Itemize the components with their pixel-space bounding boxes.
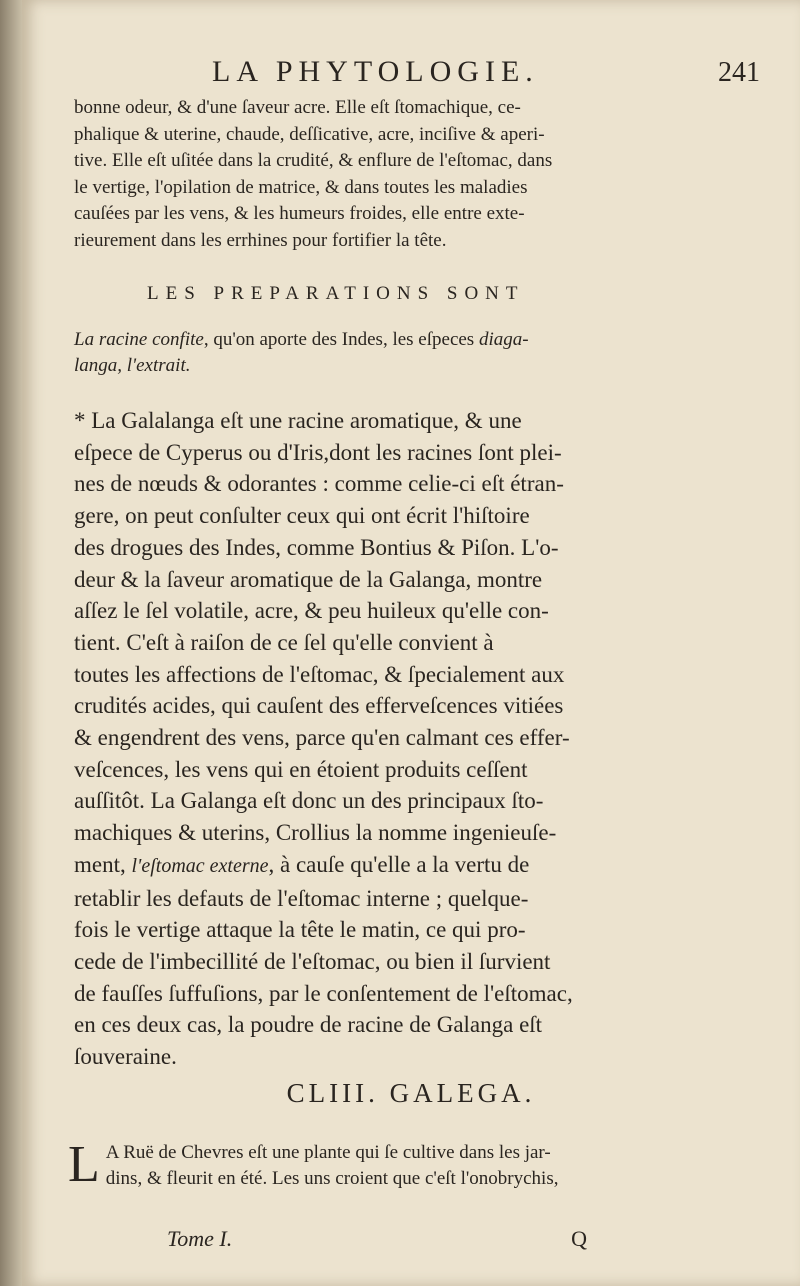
italic-term: diaga- <box>478 329 529 350</box>
page-footer <box>167 1226 587 1256</box>
text-span: ment, <box>74 851 132 877</box>
text-line: tive. Elle eſt uſitée dans la crudité, & enflure de l'eſtomac, dans <box>74 150 553 172</box>
text-line: fois le vertige attaque la tête le matin, ce qui pro- <box>74 917 526 943</box>
text-line: eſpece de Cyperus ou d'Iris,dont les racines ſont plei- <box>74 439 562 465</box>
section-paragraph <box>68 1136 714 1193</box>
text-line <box>74 327 714 353</box>
text-line: rieurement dans les errhines pour fortifier la tête. <box>74 229 447 251</box>
text-line: machiques & uterins, Crollius la nomme ingenieuſe- <box>74 820 557 846</box>
volume-label: Tome I. <box>167 1226 233 1251</box>
text-line <box>74 353 714 379</box>
paragraph-continued <box>74 95 714 255</box>
text-line: cauſées par les vens, & les humeurs froides, elle entre exte- <box>74 203 525 225</box>
text-line: en ces deux cas, la poudre de racine de Galanga eſt <box>74 1012 543 1038</box>
text-line: retablir les defauts de l'eſtomac interne ; quelque- <box>74 885 529 911</box>
text-line: ſouveraine. <box>74 1044 177 1070</box>
text-line: bonne odeur, & d'une ſaveur acre. Elle eſt ſtomachique, ce- <box>74 97 521 118</box>
text-line: A Ruë de Chevres eſt une plante qui ſe cultive dans les jar- <box>105 1142 551 1163</box>
text-line: crudités acides, qui cauſent des efferveſcences vitiées <box>74 693 564 719</box>
text-line: toutes les affections de l'eſtomac, & ſpecialement aux <box>74 661 565 687</box>
text-span: , qu'on aporte des Indes, les eſpeces <box>203 329 479 350</box>
text-line: aſſez le ſel volatile, acre, & peu huileux qu'elle con- <box>74 598 549 624</box>
running-title: LA PHYTOLOGIE. <box>212 55 539 88</box>
text-span: , à cauſe qu'elle a la vertu de <box>268 851 530 877</box>
text-line: des drogues des Indes, comme Bontius & Piſon. L'o- <box>74 534 559 560</box>
book-spine-shadow <box>0 0 22 1286</box>
text-line: & engendrent des vens, parce qu'en calmant ces effer- <box>74 725 570 751</box>
signature-mark: Q <box>571 1226 587 1251</box>
text-line: gere, on peut conſulter ceux qui ont écrit l'hiſtoire <box>74 503 530 529</box>
text-line: auſſitôt. La Galanga eſt donc un des principaux ſto- <box>74 788 544 814</box>
page-header <box>212 55 760 91</box>
text-line: tient. C'eſt à raiſon de ce ſel qu'elle convient à <box>74 629 494 655</box>
text-line: * La Galalanga eſt une racine aromatique, & une <box>74 408 522 433</box>
annotation-note <box>74 405 714 1073</box>
text-line: phalique & uterine, chaude, deſſicative, acre, inciſive & aperi- <box>74 123 545 145</box>
italic-term: l'extrait. <box>122 355 191 376</box>
page-number: 241 <box>718 57 760 88</box>
text-line: le vertige, l'opilation de matrice, & dans toutes les maladies <box>74 176 528 198</box>
book-page <box>22 0 800 1286</box>
text-line: veſcences, les vens qui en étoient produits ceſſent <box>74 756 528 782</box>
text-line: cede de l'imbecillité de l'eſtomac, ou bien il ſurvient <box>74 948 551 974</box>
section-title: CLIII. GALEGA. <box>286 1078 536 1108</box>
drop-cap: L <box>68 1136 100 1193</box>
italic-term: La racine confite <box>74 329 204 350</box>
text-line <box>74 849 714 883</box>
preparations-list <box>74 327 714 379</box>
italic-term: langa, <box>74 355 123 376</box>
text-line: deur & la ſaveur aromatique de la Galanga, montre <box>74 566 543 592</box>
preparations-heading: LES PREPARATIONS SONT <box>147 283 525 304</box>
text-line: dins, & fleurit en été. Les uns croient que c'eſt l'onobrychis, <box>105 1168 559 1189</box>
text-line: de fauſſes ſuffuſions, par le conſentement de l'eſtomac, <box>74 980 573 1006</box>
text-line: nes de nœuds & odorantes : comme celie-ci eſt étran- <box>74 471 564 497</box>
italic-term: l'eſtomac externe <box>131 854 269 877</box>
